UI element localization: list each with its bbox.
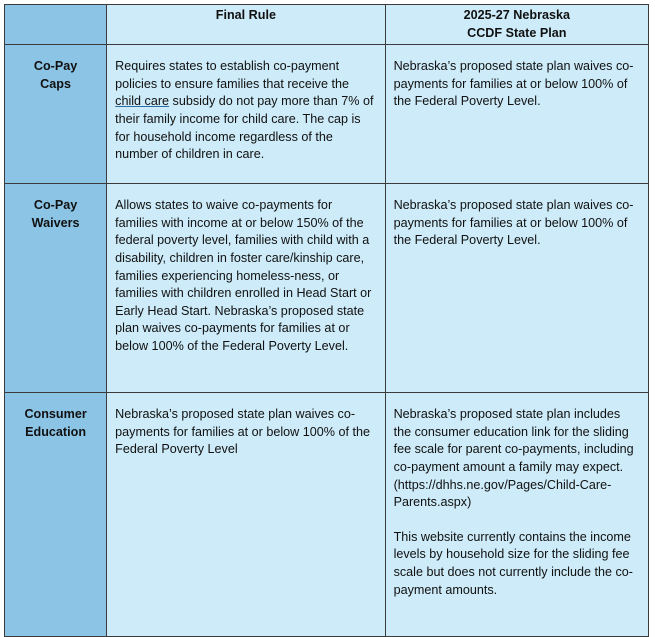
state-plan-paragraph-2: This website currently contains the income levels by household size for the sliding fee scale but does not currently include the co-payment amounts.: [393, 529, 633, 597]
state-plan-paragraph-1: Nebraska’s proposed state plan includes the consumer education link for the sliding fee scale for parent co-payments, including co-payment amount a family may expect. (https://dhhs.ne.gov/Pages/Child-Care-Parents.aspx): [393, 407, 634, 510]
state-plan-consumer-education: [385, 393, 648, 637]
state-plan-text: Nebraska’s proposed state plan waives co-payments for families at or below 100% of the Federal Poverty Level.: [393, 59, 634, 109]
header-final-rule-label: Final Rule: [215, 8, 276, 22]
paragraph-spacer: [394, 512, 640, 529]
table-row-consumer-education: [5, 393, 649, 637]
state-plan-copay-caps: [385, 45, 648, 184]
final-rule-text-post: subsidy do not pay more than 7% of their family income for child care. The cap is for household income regardless of the number of children in care.: [115, 94, 374, 162]
table-row-copay-caps: [5, 45, 649, 184]
state-plan-copay-waivers: [385, 184, 648, 393]
row-label-line2: Education: [25, 424, 87, 439]
header-state-plan-line1: 2025-27 Nebraska: [463, 8, 570, 22]
header-state-plan: [385, 5, 648, 45]
row-label-line1: Co-Pay: [33, 198, 78, 213]
row-label-line2: Waivers: [31, 215, 80, 230]
child-care-link[interactable]: child care: [115, 94, 170, 109]
header-row: [5, 5, 649, 45]
row-label-line2: Caps: [40, 76, 71, 91]
final-rule-text: Nebraska’s proposed state plan waives co-payments for families at or below 100% of the Federal Poverty Level: [115, 407, 370, 457]
row-label-copay-waivers: [5, 184, 107, 393]
final-rule-text-pre: Requires states to establish co-payment policies to ensure families that receive the: [115, 59, 349, 91]
state-plan-text: Nebraska’s proposed state plan waives co-payments for families at or below 100% of the Federal Poverty Level.: [393, 198, 634, 248]
header-corner-cell: [5, 5, 107, 45]
row-label-copay-caps: [5, 45, 107, 184]
header-state-plan-line2: CCDF State Plan: [467, 25, 567, 40]
final-rule-copay-waivers: [107, 184, 385, 393]
final-rule-consumer-education: [107, 393, 385, 637]
row-label-line1: Consumer: [24, 407, 87, 422]
table-row-copay-waivers: [5, 184, 649, 393]
final-rule-text: Allows states to waive co-payments for families with income at or below 150% of the federal poverty level, families with child with a disability, children in foster care/kinship care, families experiencing homeless-ness, or families with children enrolled in Head Start or Early Head Start. Nebraska’s proposed state plan waives co-payments for families at or below 100% of the Federal Poverty Level.: [115, 198, 372, 353]
comparison-table: [4, 4, 649, 637]
final-rule-copay-caps: [107, 45, 385, 184]
row-label-consumer-education: [5, 393, 107, 637]
row-label-line1: Co-Pay: [33, 59, 78, 74]
header-final-rule: [107, 5, 385, 45]
